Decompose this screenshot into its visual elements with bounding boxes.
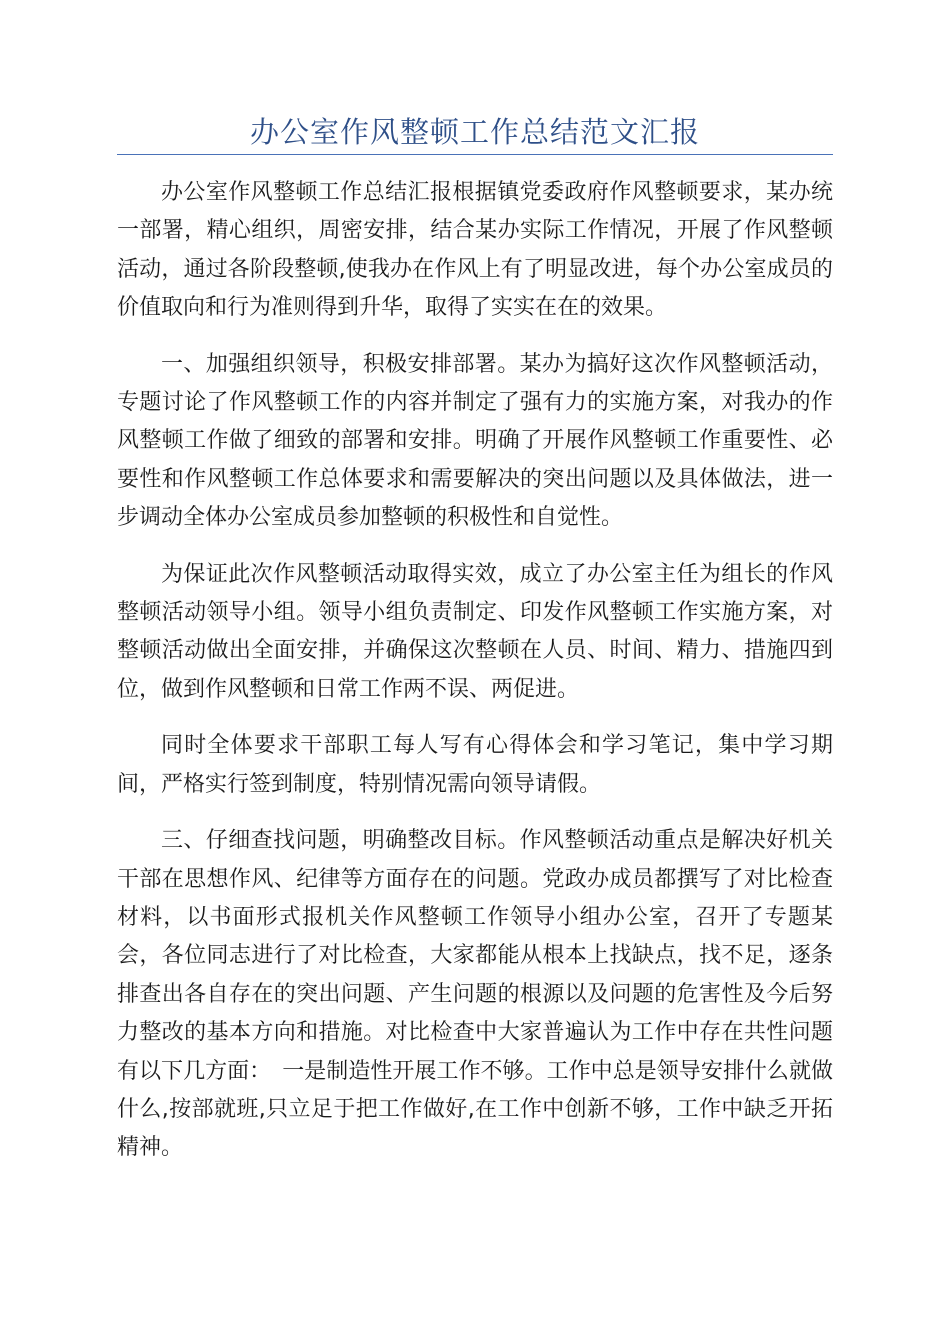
document-body bbox=[117, 174, 833, 1186]
paragraph-leadership-group: 为保证此次作风整顿活动取得实效，成立了办公室主任为组长的作风整顿活动领导小组。领导小组负责制定、印发作风整顿工作实施方案，对整顿活动做出全面安排，并确保这次整顿在人员、时间、精力、措施四到位，做到作风整顿和日常工作两不误、两促进。 bbox=[117, 561, 833, 702]
paragraph-intro: 办公室作风整顿工作总结汇报根据镇党委政府作风整顿要求，某办统一部署，精心组织，周密安排，结合某办实际工作情况，开展了作风整顿活动，通过各阶段整顿,使我办在作风上有了明显改进，每个办公室成员的价值取向和行为准则得到升华，取得了实实在在的效果。 bbox=[117, 180, 833, 321]
page-title: 办公室作风整顿工作总结范文汇报 bbox=[249, 115, 700, 149]
paragraph-study-notes: 同时全体要求干部职工每人写有心得体会和学习笔记，集中学习期间，严格实行签到制度，特别情况需向领导请假。 bbox=[117, 733, 833, 797]
paragraph-section-3: 三、仔细查找问题，明确整改目标。作风整顿活动重点是解决好机关干部在思想作风、纪律等方面存在的问题。党政办成员都撰写了对比检查材料，以书面形式报机关作风整顿工作领导小组办公室，召开了专题某会，各位同志进行了对比检查，大家都能从根本上找缺点，找不足，逐条排查出各自存在的突出问题、产生问题的根源以及问题的危害性及今后努力整改的基本方向和措施。对比检查中大家普遍认为工作中存在共性问题有以下几方面： 一是制造性开展工作不够。工作中总是领导安排什么就做什么,按部就班,只立足于把工作做好,在工作中创新不够，工作中缺乏开拓精神。 bbox=[117, 828, 833, 1161]
title-underline bbox=[117, 154, 833, 155]
paragraph-section-1: 一、加强组织领导，积极安排部署。某办为搞好这次作风整顿活动，专题讨论了作风整顿工作的内容并制定了强有力的实施方案，对我办的作风整顿工作做了细致的部署和安排。明确了开展作风整顿工作重要性、必要性和作风整顿工作总体要求和需要解决的突出问题以及具体做法，进一步调动全体办公室成员参加整顿的积极性和自觉性。 bbox=[117, 351, 833, 531]
